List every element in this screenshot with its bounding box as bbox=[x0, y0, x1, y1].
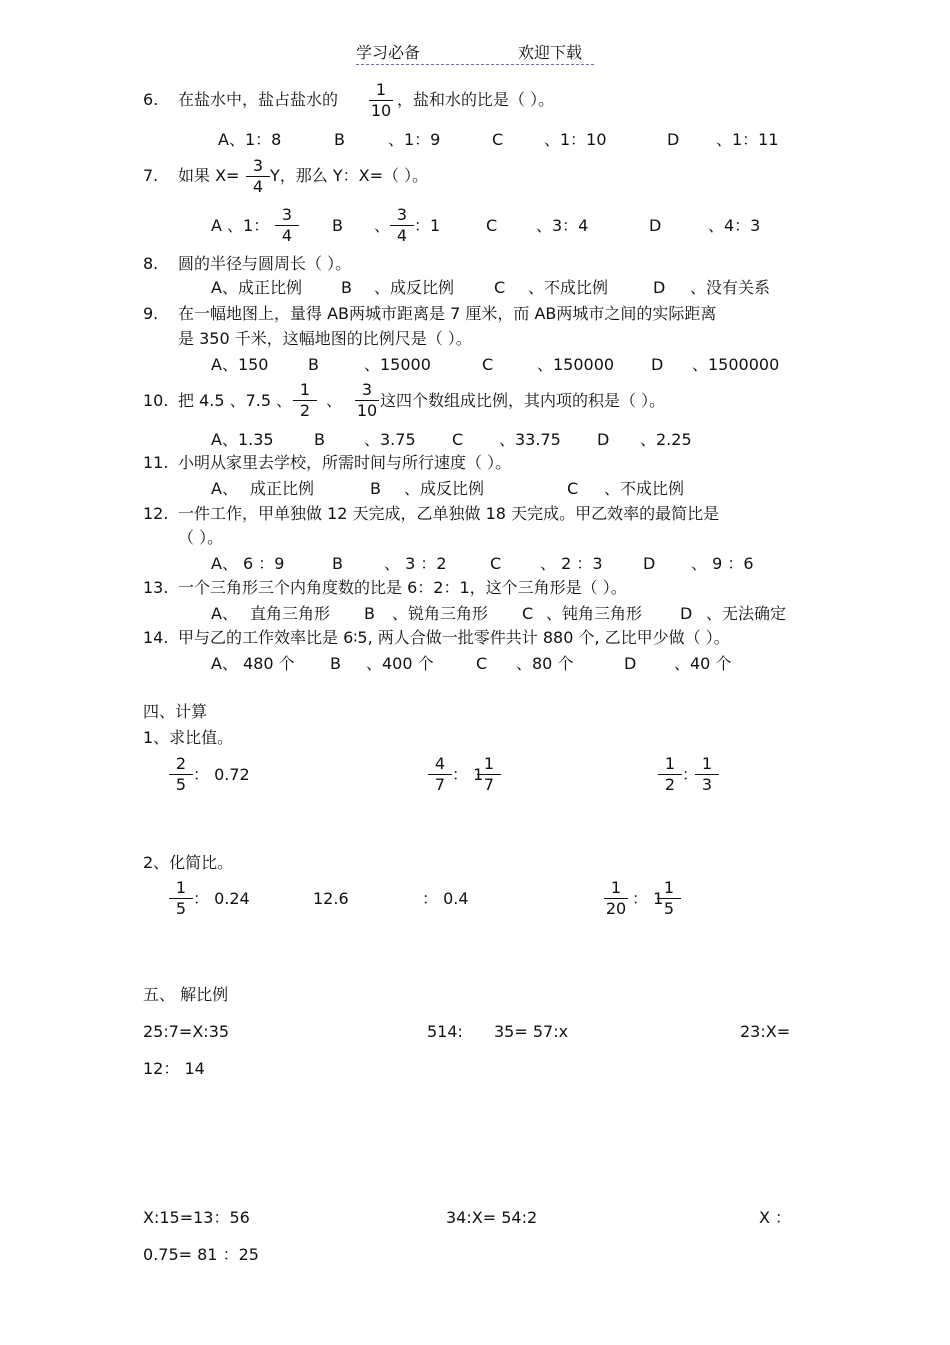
q6-frac-denominator: 10 bbox=[370, 101, 392, 120]
q6-option: D bbox=[667, 130, 680, 149]
q9-option: 、1500000 bbox=[692, 355, 780, 374]
q7-frac-numerator: 3 bbox=[252, 156, 264, 175]
calc1-b-fraction bbox=[425, 755, 455, 794]
proportion-6-cont: 0.75= 81 ：25 bbox=[143, 1245, 259, 1264]
q12-option: 、 3 ：2 bbox=[384, 554, 447, 573]
q14-option: 、40 个 bbox=[674, 654, 732, 673]
q10-option: 、3.75 bbox=[364, 430, 416, 449]
q9-option: 、15000 bbox=[364, 355, 431, 374]
calc1-a-rest: ： 0.72 bbox=[193, 765, 250, 784]
frac-denominator: 20 bbox=[605, 899, 627, 918]
frac-numerator: 1 bbox=[701, 754, 713, 773]
calc2-a-rest: ： 0.24 bbox=[193, 889, 250, 908]
q14-option: A、 480 个 bbox=[211, 654, 295, 673]
q8-option: A、成正比例 bbox=[211, 278, 302, 297]
q10-option: B bbox=[314, 430, 325, 449]
q7-option-d: D bbox=[649, 216, 662, 235]
section4-sub1: 1、求比值。 bbox=[143, 728, 234, 747]
q12-line1: 一件工作，甲单独做 12 天完成，乙单独做 18 天完成。甲乙效率的最简比是 bbox=[178, 504, 720, 523]
frac-denominator: 5 bbox=[175, 775, 187, 794]
q8-option: 、不成比例 bbox=[528, 278, 609, 297]
q9-line1: 在一幅地图上，量得 AB两城市距离是 7 厘米，而 AB两城市之间的实际距离 bbox=[178, 304, 717, 323]
q7-option-c-val: 、3：4 bbox=[536, 216, 589, 235]
header-right: 欢迎下载 bbox=[518, 43, 583, 62]
proportion-3-cont: 12： 14 bbox=[143, 1059, 205, 1078]
q9-line2: 是 350 千米，这幅地图的比例尺是（ ）。 bbox=[178, 329, 472, 348]
q10-option: 、33.75 bbox=[499, 430, 561, 449]
calc2-c-fraction bbox=[601, 879, 631, 918]
frac-denominator: 3 bbox=[701, 775, 713, 794]
q13-option: A、 bbox=[211, 604, 238, 623]
q7-option-b-tail: ：1 bbox=[414, 216, 441, 235]
calc2-c-mid: ： 1 bbox=[632, 889, 664, 908]
q10-option: C bbox=[452, 430, 464, 449]
q14-option: 、80 个 bbox=[516, 654, 574, 673]
frac-numerator: 1 bbox=[663, 878, 675, 897]
q9-option: D bbox=[651, 355, 664, 374]
q6-fraction bbox=[366, 81, 396, 120]
q7-text-pre: 如果 X= bbox=[178, 166, 240, 185]
q12-option: 、 9 ：6 bbox=[691, 554, 754, 573]
q12-option: D bbox=[643, 554, 656, 573]
frac-numerator: 1 bbox=[299, 380, 311, 399]
q10-number: 10. bbox=[143, 391, 169, 410]
calc1-c-fraction bbox=[655, 755, 685, 794]
q13-option: B bbox=[364, 604, 375, 623]
frac-denominator: 5 bbox=[175, 899, 187, 918]
proportion-2-part2: 35= 57:x bbox=[494, 1022, 569, 1041]
frac-numerator: 3 bbox=[396, 205, 408, 224]
section4-sub2: 2、化简比。 bbox=[143, 853, 234, 872]
q8-option: 、没有关系 bbox=[690, 278, 771, 297]
q7-number: 7. bbox=[143, 166, 159, 185]
frac-denominator: 4 bbox=[396, 226, 408, 245]
q12-option: 、 2 ：3 bbox=[540, 554, 603, 573]
q6-option: 、1：9 bbox=[388, 130, 441, 149]
header-left: 学习必备 bbox=[356, 43, 421, 62]
q7-option-c: C bbox=[486, 216, 498, 235]
q11-option: C bbox=[567, 479, 579, 498]
calc1-c-mid: ： bbox=[682, 765, 699, 784]
q11-text: 小明从家里去学校，所需时间与所行速度（ ）。 bbox=[178, 453, 512, 472]
q9-option: 、150000 bbox=[537, 355, 615, 374]
frac-denominator: 2 bbox=[299, 401, 311, 420]
q8-number: 8. bbox=[143, 254, 159, 273]
header-divider bbox=[356, 64, 594, 65]
q6-option: A、1：8 bbox=[218, 130, 282, 149]
proportion-2-part1: 514: bbox=[427, 1022, 463, 1041]
q13-option: D bbox=[680, 604, 693, 623]
q9-number: 9. bbox=[143, 304, 159, 323]
proportion-3: 23:X= bbox=[740, 1022, 791, 1041]
calc2-a-fraction bbox=[166, 879, 196, 918]
calc1-a-fraction bbox=[166, 755, 196, 794]
frac-denominator: 2 bbox=[664, 775, 676, 794]
q9-option: A、150 bbox=[211, 355, 269, 374]
q8-option: D bbox=[653, 278, 666, 297]
q12-line2: （ ）。 bbox=[178, 528, 224, 547]
q9-option: B bbox=[308, 355, 319, 374]
q6-option: 、1：11 bbox=[716, 130, 779, 149]
q10-option: 、2.25 bbox=[640, 430, 692, 449]
q6-number: 6. bbox=[143, 90, 159, 109]
q7-option-d-val: 、4：3 bbox=[708, 216, 761, 235]
q6-option: 、1：10 bbox=[544, 130, 607, 149]
calc2-b-rest: ： 0.4 bbox=[422, 889, 469, 908]
q13-option: C bbox=[522, 604, 534, 623]
frac-numerator: 1 bbox=[175, 878, 187, 897]
q13-option: 直角三角形 bbox=[250, 604, 331, 623]
calc1-b-fraction2 bbox=[474, 755, 504, 794]
q12-option: B bbox=[332, 554, 343, 573]
q11-option: 成正比例 bbox=[250, 479, 315, 498]
q14-number: 14. bbox=[143, 628, 169, 647]
frac-denominator: 5 bbox=[663, 899, 675, 918]
q12-number: 12. bbox=[143, 504, 169, 523]
q13-text: 一个三角形三个内角度数的比是 6：2：1，这个三角形是（ ）。 bbox=[178, 578, 627, 597]
section5-title: 五、 解比例 bbox=[143, 985, 229, 1004]
q11-option: B bbox=[370, 479, 381, 498]
frac-numerator: 2 bbox=[175, 754, 187, 773]
q7-fraction bbox=[243, 157, 273, 196]
q11-option: 、不成比例 bbox=[604, 479, 685, 498]
frac-numerator: 1 bbox=[664, 754, 676, 773]
q6-frac-numerator: 1 bbox=[375, 80, 387, 99]
calc1-c-fraction2 bbox=[692, 755, 722, 794]
q7-option-a-fraction bbox=[272, 206, 302, 245]
q7-text-post: Y，那么 Y：X=（ ）。 bbox=[270, 166, 429, 185]
q14-option: B bbox=[330, 654, 341, 673]
q12-option: C bbox=[490, 554, 502, 573]
q10-option: D bbox=[597, 430, 610, 449]
q9-option: C bbox=[482, 355, 494, 374]
frac-denominator: 4 bbox=[281, 226, 293, 245]
q14-text: 甲与乙的工作效率比是 6∶5, 两人合做一批零件共计 880 个, 乙比甲少做（ ）。 bbox=[178, 628, 730, 647]
frac-numerator: 4 bbox=[434, 754, 446, 773]
calc2-c-fraction2 bbox=[654, 879, 684, 918]
q10-sep: 、 bbox=[326, 391, 343, 410]
q7-option-a: A 、1： bbox=[211, 216, 270, 235]
q7-option-b-fraction bbox=[387, 206, 417, 245]
proportion-4: X:15=13：56 bbox=[143, 1208, 250, 1227]
q8-text: 圆的半径与圆周长（ ）。 bbox=[178, 254, 352, 273]
section4-title: 四、计算 bbox=[143, 702, 208, 721]
q13-option: 、锐角三角形 bbox=[392, 604, 489, 623]
calc1-b-mid: ： 1 bbox=[452, 765, 484, 784]
q11-number: 11. bbox=[143, 453, 169, 472]
frac-numerator: 1 bbox=[610, 878, 622, 897]
calc2-b: 12.6 bbox=[313, 889, 349, 908]
frac-numerator: 1 bbox=[483, 754, 495, 773]
frac-numerator: 3 bbox=[361, 380, 373, 399]
q8-option: B bbox=[341, 278, 352, 297]
q7-option-b: B bbox=[332, 216, 343, 235]
frac-denominator: 10 bbox=[356, 401, 378, 420]
frac-numerator: 3 bbox=[281, 205, 293, 224]
q6-text-pre: 在盐水中，盐占盐水的 bbox=[178, 90, 339, 109]
q7-option-b-sep: 、 bbox=[374, 216, 391, 235]
q10-text-pre: 把 4.5 、7.5 、 bbox=[178, 391, 293, 410]
frac-denominator: 7 bbox=[483, 775, 495, 794]
q8-option: 、成反比例 bbox=[374, 278, 455, 297]
q13-option: 、无法确定 bbox=[706, 604, 787, 623]
q8-option: C bbox=[494, 278, 506, 297]
q10-text-post: 这四个数组成比例，其内项的积是（ ）。 bbox=[380, 391, 666, 410]
q10-fraction-1 bbox=[290, 381, 320, 420]
q14-option: C bbox=[476, 654, 488, 673]
q6-option: C bbox=[492, 130, 504, 149]
q6-text-post: ，盐和水的比是（ ）。 bbox=[397, 90, 555, 109]
q7-frac-denominator: 4 bbox=[252, 177, 264, 196]
proportion-5: 34:X= 54:2 bbox=[446, 1208, 538, 1227]
proportion-6: X ： bbox=[759, 1208, 792, 1227]
q12-option: A、 6 ：9 bbox=[211, 554, 285, 573]
q11-option: A、 bbox=[211, 479, 238, 498]
q14-option: 、400 个 bbox=[366, 654, 434, 673]
q13-number: 13. bbox=[143, 578, 169, 597]
proportion-1: 25:7=X:35 bbox=[143, 1022, 230, 1041]
q14-option: D bbox=[624, 654, 637, 673]
q6-option: B bbox=[334, 130, 345, 149]
q10-option: A、1.35 bbox=[211, 430, 274, 449]
q13-option: 、钝角三角形 bbox=[546, 604, 643, 623]
q10-fraction-2 bbox=[352, 381, 382, 420]
q11-option: 、成反比例 bbox=[404, 479, 485, 498]
frac-denominator: 7 bbox=[434, 775, 446, 794]
